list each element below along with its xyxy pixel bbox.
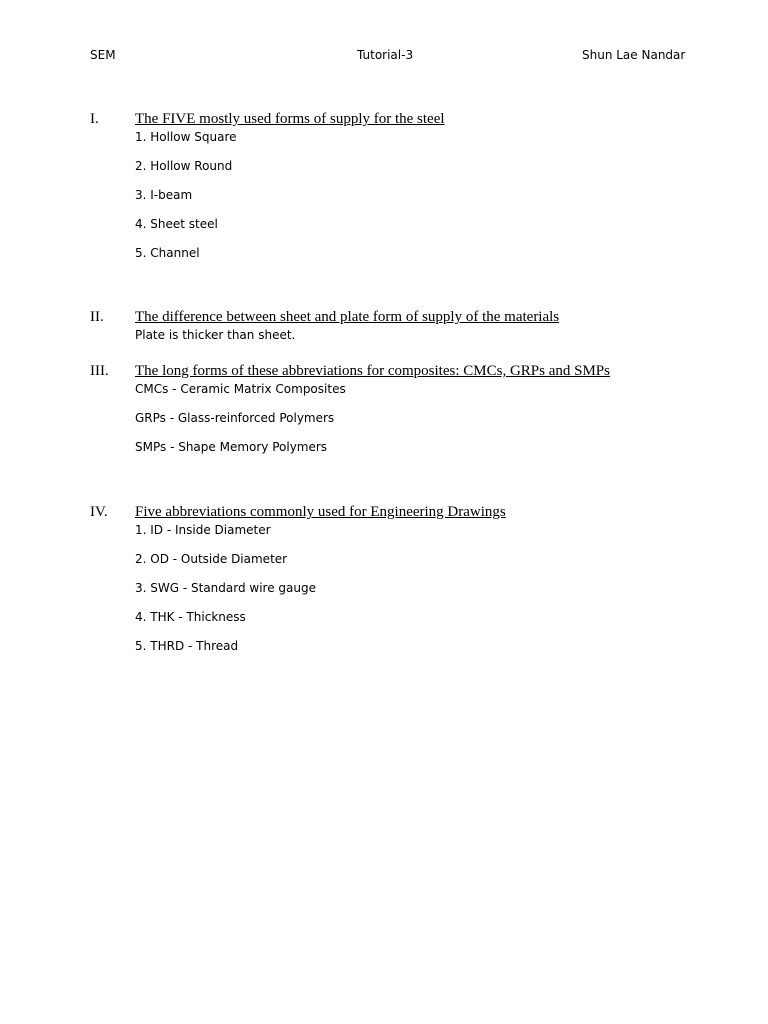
section-numeral: II. <box>90 309 104 325</box>
list-item: 1. Hollow Square <box>135 130 237 144</box>
section-3 <box>90 362 730 462</box>
section-4 <box>90 503 730 663</box>
list-item: 2. Hollow Round <box>135 159 233 173</box>
list-item: 3. I-beam <box>135 188 193 202</box>
section-numeral: I. <box>90 111 99 127</box>
list-item: 2. OD - Outside Diameter <box>135 552 288 566</box>
list-item: 1. ID - Inside Diameter <box>135 523 271 537</box>
section-1 <box>90 110 730 270</box>
list-item: CMCs - Ceramic Matrix Composites <box>135 382 346 396</box>
header-title: Tutorial-3 <box>357 48 414 62</box>
list-item: 4. THK - Thickness <box>135 610 246 624</box>
section-numeral: IV. <box>90 504 108 520</box>
section-2 <box>90 308 730 348</box>
list-item: Plate is thicker than sheet. <box>135 328 296 342</box>
section-heading: The difference between sheet and plate form of supply of the materials <box>135 309 560 325</box>
header-course: SEM <box>90 48 116 62</box>
list-item: 3. SWG - Standard wire gauge <box>135 581 317 595</box>
header-author: Shun Lae Nandar <box>582 48 686 62</box>
section-heading: The FIVE mostly used forms of supply for the steel <box>135 111 445 127</box>
section-numeral: III. <box>90 363 109 379</box>
list-item: 5. Channel <box>135 246 200 260</box>
list-item: SMPs - Shape Memory Polymers <box>135 440 328 454</box>
list-item: GRPs - Glass-reinforced Polymers <box>135 411 335 425</box>
section-heading: The long forms of these abbreviations for composites: CMCs, GRPs and SMPs <box>135 363 610 379</box>
list-item: 4. Sheet steel <box>135 217 218 231</box>
section-heading: Five abbreviations commonly used for Engineering Drawings <box>135 504 506 520</box>
list-item: 5. THRD - Thread <box>135 639 239 653</box>
